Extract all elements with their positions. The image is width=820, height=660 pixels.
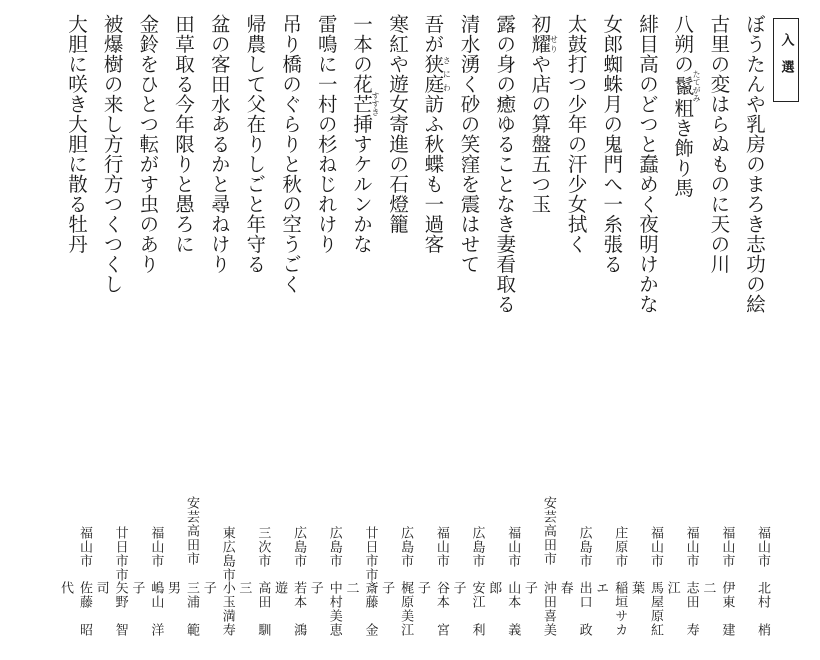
haiku-text: 被爆樹の来し方行方つくつくし <box>100 14 124 294</box>
author-name: 伊東 建二 <box>700 581 735 637</box>
haiku-entry <box>130 14 166 644</box>
author-name: 小玉満寿子 <box>200 581 235 637</box>
haiku-entry <box>629 14 665 644</box>
author-city: 庄原市 <box>612 526 628 568</box>
author-name: 志田 寿江 <box>664 581 699 637</box>
haiku-entry <box>94 14 130 644</box>
haiku-text: 盆の客田水あるかと尋ねけり <box>207 14 231 274</box>
author-city: 福山市 <box>433 526 449 568</box>
author-city: 広島市 <box>469 526 485 568</box>
author-city: 東広島市 <box>219 526 235 582</box>
author-name: 沖田喜美子 <box>521 581 556 637</box>
haiku-text: 吾が狭庭さにわ訪ふ秋蝶も一過客 <box>421 14 452 254</box>
author-city: 広島市 <box>326 526 342 568</box>
haiku-text: 寒紅や遊女寄進の石燈籠 <box>386 14 410 234</box>
author-city: 安芸高田市 <box>184 496 199 566</box>
haiku-entry <box>379 14 415 644</box>
author-city: 福山市 <box>76 526 92 568</box>
haiku-entry <box>308 14 344 644</box>
haiku-entry <box>415 14 451 644</box>
haiku-entry <box>237 14 273 644</box>
haiku-text: 雷鳴に一村の杉ねじれけり <box>314 14 338 254</box>
haiku-entry <box>522 14 558 644</box>
haiku-entry <box>58 14 94 644</box>
haiku-text: 初耀せりや店の算盤五つ玉 <box>528 14 559 214</box>
haiku-text: 一本の花芒すすき挿すケルンかな <box>349 14 380 254</box>
author-name: 高田 馴三 <box>236 581 271 637</box>
author-city: 広島市 <box>398 526 414 568</box>
haiku-text: 田草取る今年限りと愚ろに <box>172 14 195 254</box>
author-city: 廿日市市 <box>112 526 128 582</box>
haiku-entry <box>487 14 523 644</box>
author-name: 嶋山 洋子 <box>129 581 164 637</box>
haiku-text: 緋目高のどつと蠢めく夜明けかな <box>635 14 659 314</box>
haiku-entry <box>701 14 737 644</box>
author-city: 福山市 <box>148 526 164 568</box>
author-name: 馬屋原紅葉 <box>628 581 663 637</box>
haiku-text: 女郎蜘蛛月の鬼門へ一糸張る <box>600 14 624 274</box>
author-name: 佐藤 昭代 <box>57 581 92 637</box>
haiku-text: ぼうたんや乳房のまろき志功の絵 <box>743 14 766 314</box>
haiku-entry <box>344 14 380 644</box>
author-name: 矢野 智司 <box>93 581 128 637</box>
haiku-entry <box>165 14 201 644</box>
haiku-text: 吊り橋のぐらりと秋の空うごく <box>279 14 303 294</box>
haiku-entry <box>201 14 237 644</box>
haiku-entry <box>665 14 701 644</box>
haiku-text: 清水湧く砂の笑窪を震はせて <box>457 14 481 274</box>
author-name: 北村 梢 <box>755 581 770 637</box>
haiku-entry <box>594 14 630 644</box>
author-name: 安江 利子 <box>450 581 485 637</box>
author-name: 山本 義郎 <box>486 581 521 637</box>
haiku-entry <box>736 14 772 644</box>
author-name: 三浦 範男 <box>165 581 199 637</box>
author-city: 福山市 <box>683 526 699 568</box>
haiku-text: 金鈴をひとつ転がす虫のあり <box>136 14 160 274</box>
author-city: 福山市 <box>647 526 663 568</box>
author-name: 梶原美江子 <box>379 581 414 637</box>
author-city: 廿日市市 <box>362 526 378 582</box>
author-name: 中村美恵子 <box>307 581 342 637</box>
haiku-text: 八朔の鬣たてがみ粗き飾り馬 <box>671 14 702 198</box>
author-name: 若本 鴻遊 <box>272 581 307 637</box>
section-heading: 入選 <box>778 33 794 87</box>
haiku-text: 露の身の癒ゆることなき妻看取る <box>493 14 517 314</box>
author-city: 三次市 <box>255 526 271 568</box>
haiku-entry <box>558 14 594 644</box>
haiku-text: 帰農して父在りしごと年守る <box>243 14 267 274</box>
author-name: 出口 政春 <box>557 581 592 637</box>
haiku-text: 太鼓打つ少年の汗少女拭く <box>564 14 588 254</box>
author-name: 斎藤 金二 <box>343 581 378 637</box>
haiku-entry <box>451 14 487 644</box>
author-city: 広島市 <box>291 526 307 568</box>
author-city: 福山市 <box>505 526 521 568</box>
haiku-text: 古里の変はらぬものに天の川 <box>707 14 731 274</box>
author-city: 広島市 <box>576 526 592 568</box>
haiku-text: 大胆に咲き大胆に散る牡丹 <box>64 14 88 254</box>
author-city: 福山市 <box>719 526 735 568</box>
author-name: 谷本 宮子 <box>414 581 449 637</box>
author-city: 福山市 <box>755 526 770 568</box>
haiku-entry <box>272 14 308 644</box>
section-heading-box <box>773 18 799 102</box>
author-city: 安芸高田市 <box>540 496 556 566</box>
author-name: 稲垣サカエ <box>593 581 628 637</box>
entry-list <box>58 14 772 644</box>
